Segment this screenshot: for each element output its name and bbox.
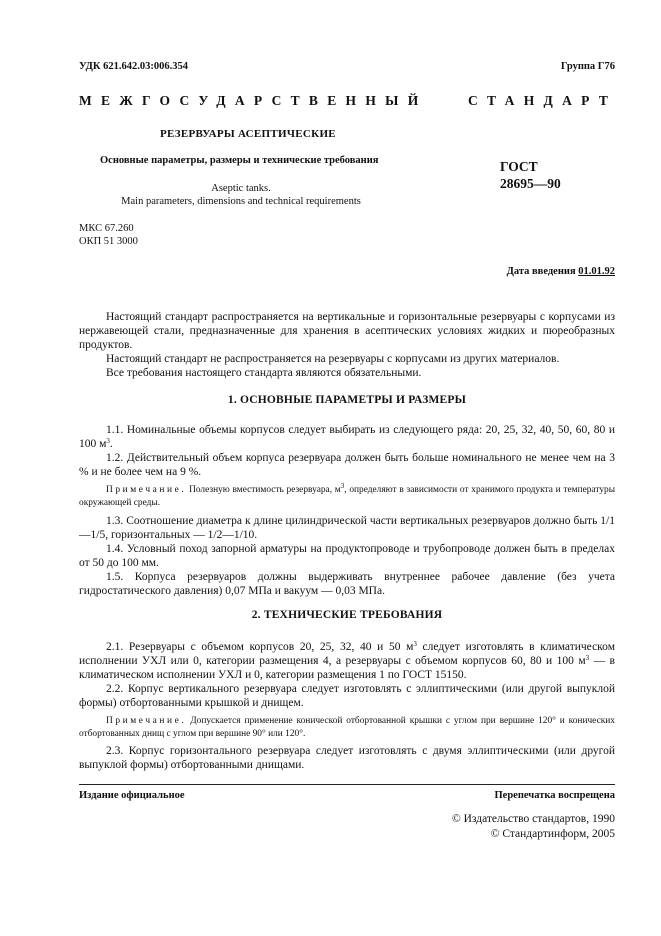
clause-1-5: 1.5. Корпуса резервуаров должны выдерживать внутреннее рабочее давление (без учета гидростатического давления) 0,07 МПа и вакуум — 0,03 МПа.	[79, 571, 615, 597]
section-1-heading: 1. ОСНОВНЫЕ ПАРАМЕТРЫ И РАЗМЕРЫ	[227, 394, 467, 406]
clause-1-1: 1.1. Номинальные объемы корпусов следует выбирать из следующего ряда: 20, 25, 32, 40, 50, 60, 80 и 100 $м^3$.	[79, 424, 615, 450]
title-en: Aseptic tanks.	[211, 183, 271, 194]
official-edition: Издание официальное	[79, 790, 185, 801]
reprint-prohibited: Перепечатка воспрещена	[494, 790, 615, 801]
standard-label: СТАНДАРТ	[468, 93, 618, 108]
gost-number: 28695—90	[500, 176, 561, 191]
intro-date-value: 01.01.92	[578, 266, 615, 277]
udk-code: УДК 621.642.03:006.354	[79, 61, 188, 72]
clause-1-4: 1.4. Условный поход запорной арматуры на продуктопроводе и трубопроводе должен быть в пределах от 50 до 100 мм.	[79, 543, 615, 569]
subtitle-en: Main parameters, dimensions and technical requirements	[121, 196, 361, 207]
intro-paragraph-2: Настоящий стандарт не распространяется на резервуары с корпусами из других материалов.	[106, 353, 560, 365]
intro-date	[507, 266, 615, 277]
okp-code: ОКП 51 3000	[79, 236, 138, 247]
gost-block	[500, 158, 561, 192]
clause-2-2: 2.2. Корпус вертикального резервуара следует изготовлять с эллиптическими (или другой выпуклой формы) отбортованными крышкой и днищем.	[79, 683, 615, 709]
copyright-2: © Стандартинформ, 2005	[490, 828, 615, 840]
copyright-block	[452, 812, 615, 842]
mks-code: МКС 67.260	[79, 223, 134, 234]
gost-label: ГОСТ	[500, 159, 538, 174]
document-title: РЕЗЕРВУАРЫ АСЕПТИЧЕСКИЕ	[160, 128, 336, 140]
note-2: Примечание. Допускается применение конической отбортованной крышки с углом при вершине 120° и конических отбортованных днищ с углом при вершине 90° или 120°.	[79, 716, 615, 739]
intro-date-label: Дата введения	[506, 266, 576, 277]
clause-1-3: 1.3. Соотношение диаметра к длине цилиндрической части вертикальных резервуаров должно быть 1/1—1/5, горизонтальных — 1/2—1/10.	[79, 515, 615, 541]
intro-paragraph-3: Все требования настоящего стандарта являются обязательными.	[106, 367, 422, 379]
footer-rule	[79, 784, 615, 785]
copyright-1: © Издательство стандартов, 1990	[451, 813, 615, 825]
document-subtitle: Основные параметры, размеры и технические требования	[100, 155, 379, 166]
section-2-heading: 2. ТЕХНИЧЕСКИЕ ТРЕБОВАНИЯ	[251, 609, 443, 621]
clause-1-2: 1.2. Действительный объем корпуса резервуара должен быть больше номинального не менее чем на 3 % и не более чем на 9 %.	[79, 452, 615, 478]
clause-2-3: 2.3. Корпус горизонтального резервуара следует изготовлять с двумя эллиптическими (или другой выпуклой формы) отбортованными днищами.	[79, 745, 615, 771]
interstate-label: МЕЖГОСУДАРСТВЕННЫЙ	[79, 93, 428, 108]
group-code: Группа Г76	[560, 61, 615, 72]
clause-2-1: 2.1. Резервуары с объемом корпусов 20, 25, 32, 40 и 50 $м^3$ следует изготовлять в климатическом исполнении УХЛ или 0, категории размещения 4, а резервуары с объемом корпусов 60, 80 и 100 $м^3$ — в климатическом исполнении УХЛ и 0, категории размещения 1 по ГОСТ 15150.	[79, 640, 615, 681]
note-1: Примечание. Полезную вместимость резервуара, $м^3$, определяют в зависимости от хранимого продукта и температуры окружающей среды.	[79, 482, 615, 508]
intro-paragraph-1: Настоящий стандарт распространяется на вертикальные и горизонтальные резервуары с корпусами из нержавеющей стали, предназначенные для хранения в асептических условиях жидких и пюреобразных продуктов.	[79, 311, 615, 351]
